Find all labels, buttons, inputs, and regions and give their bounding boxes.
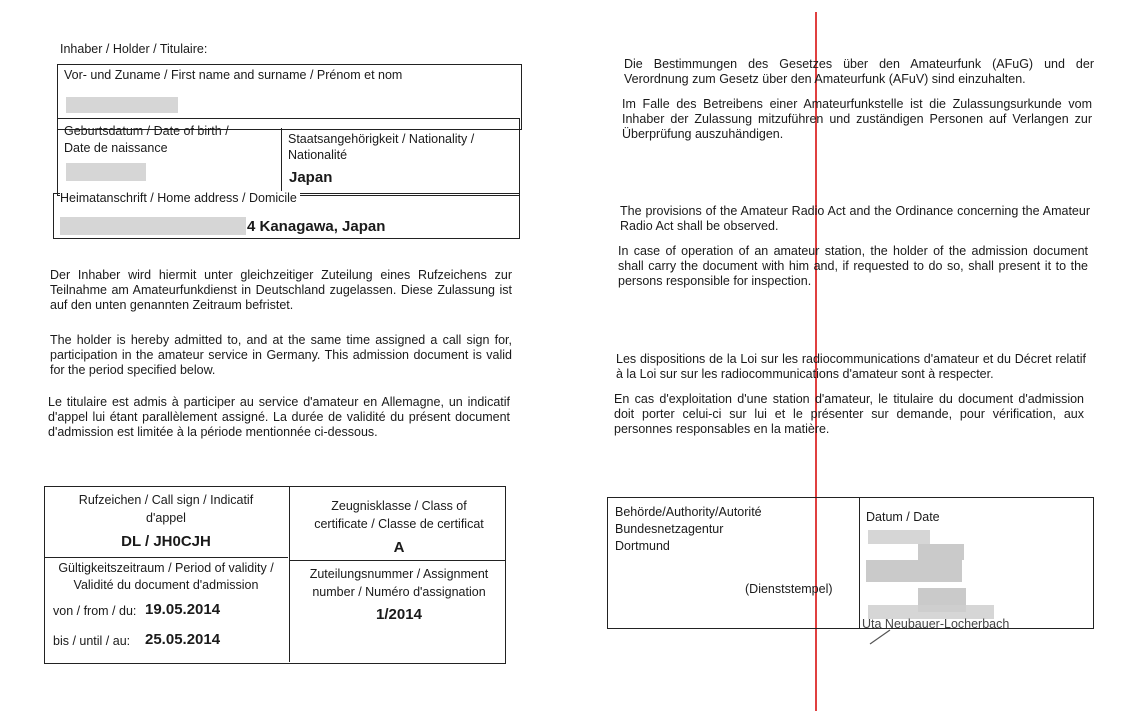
dob-label-2: Date de naissance xyxy=(64,141,168,155)
validity-label-1: Gültigkeitszeitraum / Period of validity / xyxy=(58,561,274,575)
regulations-en-1: The provisions of the Amateur Radio Act and the Ordinance concerning the Amateur Radio Act shall be observed. xyxy=(620,204,1090,233)
signature-stroke xyxy=(868,626,898,646)
assign-label-2: number / Numéro d'assignation xyxy=(312,585,486,599)
authority-label: Behörde/Authority/Autorité xyxy=(615,505,762,519)
class-label-1: Zeugnisklasse / Class of xyxy=(331,499,467,513)
regulations-de-1: Die Bestimmungen des Gesetzes über den Amateurfunk (AFuG) und der Verordnung zum Gesetz über den Amateurfunk (AFuV) sind einzuhalten. xyxy=(624,57,1094,86)
paragraph-fr: Le titulaire est admis à participer au service d'amateur en Allemagne, un indicatif d'appel lui étant parallèlement assigné. La durée de validité du présent document d'admission est limitée à la période mentionnée ci-dessous. xyxy=(48,395,510,439)
from-value: 19.05.2014 xyxy=(145,601,221,618)
dob-label-1: Geburtsdatum / Date of birth / xyxy=(64,124,229,138)
regulations-fr-2: En cas d'exploitation d'une station d'amateur, le titulaire du document d'admission doit porter celui-ci sur lui et le présenter sur demande, pour vérification, aux personnes responsables en la matière. xyxy=(614,392,1084,436)
class-value: A xyxy=(393,539,405,556)
redacted-name xyxy=(66,97,178,113)
regulations-fr-1: Les dispositions de la Loi sur les radiocommunications d'amateur et du Décret relatif à la Loi sur sur les radiocommunications d'amateur sont à respecter. xyxy=(616,352,1086,381)
regulations-de-2: Im Falle des Betreibens einer Amateurfunkstelle ist die Zulassungsurkunde vom Inhaber der Zulassung mitzuführen und zuständigen Personen auf Verlangen zur Überprüfung auszuhändigen. xyxy=(622,97,1092,141)
holder-heading: Inhaber / Holder / Titulaire: xyxy=(60,42,208,56)
until-value: 25.05.2014 xyxy=(145,631,221,648)
redacted-signature-2 xyxy=(918,544,964,560)
table-right-hdivider xyxy=(290,560,506,561)
nationality-label-2: Nationalité xyxy=(288,148,348,162)
redacted-dob xyxy=(66,163,146,181)
address-label: Heimatanschrift / Home address / Domicile xyxy=(60,191,300,206)
validity-label-2: Validité du document d'admission xyxy=(73,578,259,592)
paragraph-en: The holder is hereby admitted to, and at the same time assigned a call sign for, participation in the amateur service in Germany. This admission document is valid for the period specified below. xyxy=(50,333,512,377)
dob-divider xyxy=(281,128,282,196)
callsign-label-2: d'appel xyxy=(146,511,186,525)
nationality-label-1: Staatsangehörigkeit / Nationality / xyxy=(288,132,475,146)
redacted-signature-1 xyxy=(866,560,962,582)
table-left-hdivider xyxy=(44,557,288,558)
from-label: von / from / du: xyxy=(53,604,137,618)
signature-name: Uta Neubauer-Locherbach xyxy=(862,617,1010,631)
name-label: Vor- und Zuname / First name and surname / Prénom et nom xyxy=(64,68,403,82)
authority-line2: Dortmund xyxy=(615,539,670,553)
redacted-address xyxy=(60,217,246,235)
nationality-value: Japan xyxy=(289,169,333,186)
stamp-label: (Dienststempel) xyxy=(745,582,833,596)
class-label-2: certificate / Classe de certificat xyxy=(314,517,484,531)
authority-line1: Bundesnetzagentur xyxy=(615,522,724,536)
assign-label-1: Zuteilungsnummer / Assignment xyxy=(309,567,489,581)
redacted-date xyxy=(868,530,930,544)
authority-divider xyxy=(859,498,860,628)
regulations-en-2: In case of operation of an amateur station, the holder of the admission document shall carry the document with him and, if requested to do so, shall present it to the persons responsible for inspection. xyxy=(618,244,1088,288)
address-value: 4 Kanagawa, Japan xyxy=(247,218,386,235)
paragraph-de: Der Inhaber wird hiermit unter gleichzeitiger Zuteilung eines Rufzeichens zur Teilnahme am Amateurfunkdienst in Deutschland zugelassen. Diese Zulassung ist auf den unten genannten Zeitraum befristet. xyxy=(50,268,512,312)
date-label: Datum / Date xyxy=(866,510,940,524)
callsign-label-1: Rufzeichen / Call sign / Indicatif xyxy=(78,493,254,507)
until-label: bis / until / au: xyxy=(53,634,131,648)
table-vertical-divider xyxy=(289,486,290,662)
callsign-value: DL / JH0CJH xyxy=(121,533,211,550)
assign-value: 1/2014 xyxy=(376,606,422,623)
